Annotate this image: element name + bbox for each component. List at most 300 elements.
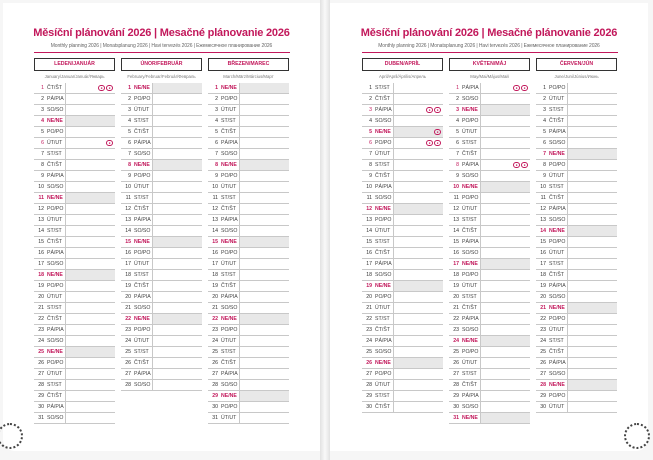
note-field[interactable] [152, 292, 202, 302]
weekday-label: NE/NE [462, 261, 478, 267]
czech-holiday-badge-icon: ● [513, 162, 520, 168]
day-number: 29 [453, 393, 459, 399]
note-field[interactable] [567, 204, 617, 214]
weekday-label: NE/NE [221, 393, 237, 399]
note-field[interactable] [393, 171, 443, 181]
note-field[interactable] [567, 138, 617, 148]
month-header: DUBEN/APRÍL [362, 58, 443, 71]
note-field[interactable] [567, 303, 617, 313]
day-number: 23 [540, 327, 546, 333]
note-field[interactable] [393, 160, 443, 170]
note-field[interactable] [239, 83, 289, 93]
note-field[interactable] [480, 358, 530, 368]
day-row [536, 127, 617, 138]
day-number: 15 [366, 239, 372, 245]
day-number: 26 [453, 360, 459, 366]
note-field[interactable] [239, 149, 289, 159]
day-row [34, 336, 115, 347]
day-row [208, 94, 289, 105]
note-field[interactable] [239, 391, 289, 401]
day-number: 31 [38, 415, 44, 421]
note-field[interactable] [152, 347, 202, 357]
month-column-april [362, 58, 443, 413]
note-field[interactable] [480, 182, 530, 192]
day-row [34, 292, 115, 303]
weekday-label: PÁ/PIA [134, 140, 151, 146]
note-field[interactable] [393, 182, 443, 192]
note-field[interactable] [480, 402, 530, 412]
note-field[interactable] [480, 127, 530, 137]
weekday-label: SO/SO [375, 272, 392, 278]
note-field[interactable] [567, 160, 617, 170]
note-field[interactable] [567, 94, 617, 104]
weekday-label: PO/PO [462, 195, 479, 201]
note-field[interactable] [393, 314, 443, 324]
day-number: 13 [453, 217, 459, 223]
note-field[interactable] [480, 380, 530, 390]
note-field[interactable] [393, 204, 443, 214]
day-number: 30 [366, 404, 372, 410]
weekday-label: PO/PO [134, 96, 151, 102]
note-field[interactable] [152, 358, 202, 368]
note-field[interactable] [480, 204, 530, 214]
note-field[interactable] [65, 116, 115, 126]
note-field[interactable] [480, 116, 530, 126]
note-field[interactable] [65, 413, 115, 423]
note-field[interactable] [239, 226, 289, 236]
note-field[interactable] [567, 259, 617, 269]
note-field[interactable] [65, 259, 115, 269]
note-field[interactable] [239, 204, 289, 214]
day-row [362, 314, 443, 325]
day-row [121, 138, 202, 149]
weekday-label: ČT/ŠT [375, 404, 390, 410]
note-field[interactable] [239, 303, 289, 313]
note-field[interactable] [65, 358, 115, 368]
note-field[interactable] [393, 226, 443, 236]
weekday-label: PÁ/PIA [221, 217, 238, 223]
note-field[interactable] [393, 259, 443, 269]
note-field[interactable] [152, 237, 202, 247]
weekday-label: NE/NE [47, 272, 63, 278]
note-field[interactable] [567, 83, 617, 93]
day-row [208, 347, 289, 358]
day-number: 25 [38, 349, 44, 355]
note-field[interactable] [65, 127, 115, 137]
note-field[interactable] [567, 391, 617, 401]
weekday-label: SO/SO [462, 96, 479, 102]
note-field[interactable] [152, 171, 202, 181]
note-field[interactable] [152, 380, 202, 390]
weekday-label: PO/PO [549, 316, 566, 322]
weekday-label: PO/PO [47, 206, 64, 212]
note-field[interactable] [567, 369, 617, 379]
month-translations: June/Juni/Június/Июнь [554, 74, 599, 79]
note-field[interactable] [239, 248, 289, 258]
weekday-label: SO/SO [375, 118, 392, 124]
weekday-label: ST/ST [221, 272, 236, 278]
day-number: 27 [212, 371, 218, 377]
note-field[interactable] [152, 105, 202, 115]
weekday-label: PO/PO [134, 173, 151, 179]
day-row [121, 248, 202, 259]
weekday-label: ST/ST [375, 316, 390, 322]
note-field[interactable] [480, 215, 530, 225]
note-field[interactable] [480, 369, 530, 379]
note-field[interactable] [152, 281, 202, 291]
note-field[interactable] [65, 281, 115, 291]
weekday-label: ČT/ŠT [549, 349, 564, 355]
note-field[interactable] [567, 215, 617, 225]
note-field[interactable] [152, 303, 202, 313]
note-field[interactable] [152, 270, 202, 280]
corner-dots-icon [624, 423, 650, 449]
note-field[interactable] [239, 171, 289, 181]
right-header [330, 27, 648, 49]
note-field[interactable] [239, 127, 289, 137]
note-field[interactable] [239, 369, 289, 379]
weekday-label: ČT/ŠT [375, 327, 390, 333]
day-number: 5 [215, 129, 218, 135]
note-field[interactable] [65, 105, 115, 115]
note-field[interactable] [393, 336, 443, 346]
weekday-label: NE/NE [462, 184, 478, 190]
weekday-label: PÁ/PIA [462, 393, 479, 399]
note-field[interactable] [393, 193, 443, 203]
note-field[interactable] [152, 94, 202, 104]
note-field[interactable] [152, 127, 202, 137]
note-field[interactable] [152, 160, 202, 170]
note-field[interactable] [239, 160, 289, 170]
note-field[interactable] [152, 336, 202, 346]
day-row [362, 226, 443, 237]
note-field[interactable] [567, 336, 617, 346]
day-row [362, 94, 443, 105]
note-field[interactable] [393, 281, 443, 291]
note-field[interactable] [393, 380, 443, 390]
note-field[interactable] [65, 303, 115, 313]
note-field[interactable] [393, 248, 443, 258]
note-field[interactable] [65, 369, 115, 379]
note-field[interactable] [152, 325, 202, 335]
day-number: 27 [38, 371, 44, 377]
note-field[interactable] [393, 303, 443, 313]
note-field[interactable] [393, 116, 443, 126]
day-row [536, 105, 617, 116]
day-row [362, 281, 443, 292]
note-field[interactable] [239, 281, 289, 291]
weekday-label: ST/ST [47, 305, 62, 311]
slovak-holiday-badge-icon: ● [521, 85, 528, 91]
day-row [121, 347, 202, 358]
day-row [34, 237, 115, 248]
note-field[interactable] [567, 325, 617, 335]
note-field[interactable] [567, 226, 617, 236]
note-field[interactable] [567, 149, 617, 159]
note-field[interactable] [480, 94, 530, 104]
note-field[interactable] [65, 402, 115, 412]
note-field[interactable] [480, 336, 530, 346]
day-row [362, 347, 443, 358]
note-field[interactable] [480, 391, 530, 401]
day-row [536, 248, 617, 259]
page-subtitle: Monthly planning 2026 | Monatsplanung 2026 | Havi tervezés 2026 | Ежемесячное планирование 2026 [378, 43, 600, 49]
note-field[interactable] [239, 237, 289, 247]
note-field[interactable] [567, 270, 617, 280]
weekday-label: PO/PO [462, 272, 479, 278]
note-field[interactable] [239, 182, 289, 192]
weekday-label: NE/NE [47, 195, 63, 201]
day-row [34, 127, 115, 138]
note-field[interactable] [567, 127, 617, 137]
day-number: 4 [456, 118, 459, 124]
note-field[interactable] [152, 149, 202, 159]
note-field[interactable] [65, 336, 115, 346]
day-number: 26 [125, 360, 131, 366]
weekday-label: NE/NE [462, 107, 478, 113]
day-number: 2 [543, 96, 546, 102]
day-row [121, 127, 202, 138]
note-field[interactable] [567, 171, 617, 181]
note-field[interactable] [480, 281, 530, 291]
weekday-label: PO/PO [549, 162, 566, 168]
note-field[interactable] [152, 138, 202, 148]
day-row [34, 281, 115, 292]
note-field[interactable] [239, 380, 289, 390]
note-field[interactable] [152, 215, 202, 225]
day-number: 2 [128, 96, 131, 102]
day-row [121, 182, 202, 193]
day-number: 14 [38, 228, 44, 234]
day-number: 10 [366, 184, 372, 190]
day-row [362, 248, 443, 259]
note-field[interactable] [567, 402, 617, 412]
note-field[interactable] [152, 193, 202, 203]
note-field[interactable] [65, 292, 115, 302]
day-number: 20 [212, 294, 218, 300]
note-field[interactable] [152, 182, 202, 192]
note-field[interactable] [239, 347, 289, 357]
day-row [449, 259, 530, 270]
day-number: 18 [212, 272, 218, 278]
note-field[interactable] [567, 314, 617, 324]
note-field[interactable] [567, 358, 617, 368]
day-row [34, 369, 115, 380]
note-field[interactable] [65, 226, 115, 236]
day-row [536, 204, 617, 215]
note-field[interactable] [480, 259, 530, 269]
note-field[interactable] [567, 237, 617, 247]
note-field[interactable] [480, 149, 530, 159]
day-row [208, 281, 289, 292]
note-field[interactable] [239, 270, 289, 280]
note-field[interactable] [152, 369, 202, 379]
note-field[interactable] [480, 347, 530, 357]
note-field[interactable] [239, 259, 289, 269]
month-column-february [121, 58, 202, 391]
note-field[interactable] [480, 413, 530, 423]
day-number: 23 [38, 327, 44, 333]
note-field[interactable] [239, 138, 289, 148]
note-field[interactable] [393, 292, 443, 302]
slovak-holiday-badge-icon: ● [521, 162, 528, 168]
day-number: 26 [212, 360, 218, 366]
weekday-label: PÁ/PIA [47, 404, 64, 410]
day-row [449, 116, 530, 127]
day-number: 2 [215, 96, 218, 102]
note-field[interactable] [393, 83, 443, 93]
note-field[interactable] [65, 182, 115, 192]
note-field[interactable] [393, 149, 443, 159]
note-field[interactable] [152, 204, 202, 214]
note-field[interactable] [567, 182, 617, 192]
weekday-label: NE/NE [549, 305, 565, 311]
day-number: 5 [41, 129, 44, 135]
month-translations: January/Januar/Január/Январь [44, 74, 105, 79]
note-field[interactable] [567, 347, 617, 357]
note-field[interactable] [393, 358, 443, 368]
day-row [208, 369, 289, 380]
weekday-label: ČT/ŠT [221, 206, 236, 212]
note-field[interactable] [480, 138, 530, 148]
weekday-label: PO/PO [375, 294, 392, 300]
day-number: 16 [540, 250, 546, 256]
day-row [536, 226, 617, 237]
note-field[interactable] [152, 226, 202, 236]
weekday-label: SO/SO [134, 228, 151, 234]
note-field[interactable] [65, 215, 115, 225]
note-field[interactable] [393, 237, 443, 247]
day-row [121, 325, 202, 336]
note-field[interactable] [65, 149, 115, 159]
note-field[interactable] [480, 325, 530, 335]
note-field[interactable] [567, 380, 617, 390]
note-field[interactable] [480, 292, 530, 302]
note-field[interactable] [65, 347, 115, 357]
weekday-label: NE/NE [221, 316, 237, 322]
note-field[interactable] [239, 116, 289, 126]
note-field[interactable] [393, 270, 443, 280]
note-field[interactable] [393, 215, 443, 225]
day-row [34, 204, 115, 215]
note-field[interactable] [393, 391, 443, 401]
note-field[interactable] [567, 248, 617, 258]
weekday-label: PÁ/PIA [47, 327, 64, 333]
weekday-label: ČT/ŠT [134, 360, 149, 366]
note-field[interactable] [480, 303, 530, 313]
note-field[interactable] [65, 391, 115, 401]
weekday-label: NE/NE [134, 85, 150, 91]
note-field[interactable] [65, 248, 115, 258]
note-field[interactable] [393, 347, 443, 357]
day-number: 14 [366, 228, 372, 234]
note-field[interactable] [480, 193, 530, 203]
note-field[interactable] [239, 292, 289, 302]
note-field[interactable] [152, 116, 202, 126]
day-row [536, 402, 617, 413]
day-row [208, 149, 289, 160]
day-number: 14 [540, 228, 546, 234]
note-field[interactable] [65, 160, 115, 170]
note-field[interactable] [239, 336, 289, 346]
day-row [208, 270, 289, 281]
day-number: 10 [540, 184, 546, 190]
weekday-label: ST/ST [462, 294, 477, 300]
day-number: 19 [366, 283, 372, 289]
note-field[interactable] [239, 94, 289, 104]
note-field[interactable] [65, 325, 115, 335]
weekday-label: SO/SO [549, 217, 566, 223]
note-field[interactable] [152, 259, 202, 269]
note-field[interactable] [567, 292, 617, 302]
day-row [449, 94, 530, 105]
note-field[interactable] [393, 94, 443, 104]
day-number: 22 [453, 316, 459, 322]
note-field[interactable] [239, 314, 289, 324]
day-row [536, 391, 617, 402]
note-field[interactable] [480, 237, 530, 247]
note-field[interactable] [239, 215, 289, 225]
note-field[interactable] [65, 193, 115, 203]
day-number: 16 [453, 250, 459, 256]
weekday-label: ÚT/UT [375, 151, 391, 157]
note-field[interactable] [152, 83, 202, 93]
weekday-label: ČT/ŠT [134, 283, 149, 289]
note-field[interactable] [393, 369, 443, 379]
note-field[interactable] [239, 358, 289, 368]
weekday-label: PÁ/PIA [134, 217, 151, 223]
note-field[interactable] [567, 116, 617, 126]
note-field[interactable] [480, 270, 530, 280]
note-field[interactable] [65, 270, 115, 280]
note-field[interactable] [65, 204, 115, 214]
page-title: Měsíční plánování 2026 | Mesačné plánovanie 2026 [33, 27, 290, 39]
note-field[interactable] [239, 413, 289, 423]
note-field[interactable] [239, 402, 289, 412]
note-field[interactable] [480, 314, 530, 324]
note-field[interactable] [480, 105, 530, 115]
weekday-label: NE/NE [375, 283, 391, 289]
day-row [536, 215, 617, 226]
note-field[interactable] [65, 380, 115, 390]
note-field[interactable] [65, 171, 115, 181]
weekday-label: PÁ/PIA [221, 294, 238, 300]
note-field[interactable] [480, 171, 530, 181]
note-field[interactable] [567, 281, 617, 291]
note-field[interactable] [152, 248, 202, 258]
note-field[interactable] [239, 193, 289, 203]
page-subtitle: Monthly planning 2026 | Monatsplanung 2026 | Havi tervezés 2026 | Ежемесячное планирование 2026 [50, 43, 273, 49]
day-row [121, 380, 202, 391]
note-field[interactable] [65, 94, 115, 104]
note-field[interactable] [239, 325, 289, 335]
weekday-label: ÚT/UT [462, 283, 478, 289]
note-field[interactable] [393, 402, 443, 412]
day-row [208, 204, 289, 215]
note-field[interactable] [567, 193, 617, 203]
note-field[interactable] [480, 226, 530, 236]
day-row [362, 138, 443, 149]
note-field[interactable] [480, 248, 530, 258]
note-field[interactable] [65, 314, 115, 324]
note-field[interactable] [393, 325, 443, 335]
day-number: 17 [453, 261, 459, 267]
note-field[interactable] [567, 105, 617, 115]
note-field[interactable] [239, 105, 289, 115]
note-field[interactable] [152, 314, 202, 324]
note-field[interactable] [65, 237, 115, 247]
day-row [536, 83, 617, 94]
